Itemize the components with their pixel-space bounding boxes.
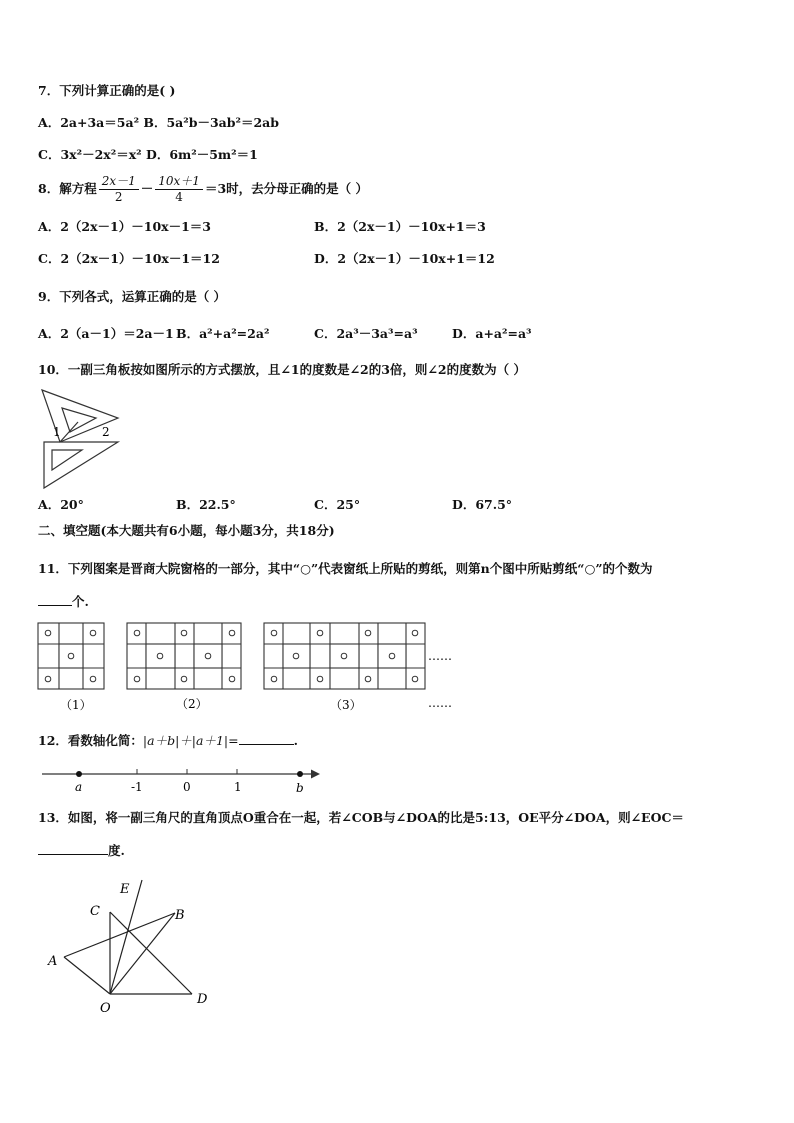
q12-point-a — [76, 771, 82, 777]
q13-seg-OA — [64, 957, 110, 994]
q11-label-2: （2） — [176, 697, 208, 711]
q10-connector-line — [60, 422, 78, 442]
q8-f1-denominator: 2 — [114, 190, 123, 204]
q13-figure — [0, 870, 240, 1020]
q11-stem: 11．下列图案是晋商大院窗格的一部分，其中“○”代表窗纸上所贴的剪纸，则第n个图中所贴剪纸“○”的个数为 — [38, 561, 653, 576]
q13-answer-line — [38, 843, 125, 859]
q13-label-A: A — [48, 954, 58, 969]
q12-number-line — [0, 760, 340, 796]
q7-options-row2: C．3x²－2x²＝x² D．6m²－5m²＝1 — [38, 147, 258, 162]
q10-figure — [38, 384, 128, 494]
q8-prefix: 8．解方程 — [38, 181, 97, 196]
q13-label-O: O — [100, 1001, 111, 1016]
q13-stem: 13．如图，将一副三角尺的直角顶点O重合在一起，若∠COB与∠DOA的比是5:13，OE平分∠DOA，则∠EOC＝ — [38, 810, 684, 825]
q12-tick-a: a — [75, 780, 83, 794]
q12-tick-0: 0 — [183, 780, 191, 794]
q9-stem: 9．下列各式，运算正确的是（ ） — [38, 289, 227, 304]
q11-dots-lower: …… — [428, 696, 452, 710]
q13-tail: 度. — [108, 843, 125, 858]
q7-stem: 7．下列计算正确的是( ) — [38, 83, 176, 98]
q8-option-b: B．2（2x－1）－10x+1＝3 — [314, 219, 486, 234]
q12-tick-1: 1 — [234, 780, 242, 794]
q12-prefix: 12．看数轴化简： — [38, 733, 143, 748]
q10-option-a: A．20° — [38, 497, 84, 512]
q13-label-B: B — [175, 908, 185, 923]
q12-tick-neg1: -1 — [131, 780, 143, 794]
q7-options-row1: A．2a+3a＝5a² B．5a²b－3ab²＝2ab — [38, 115, 280, 130]
q13-label-E: E — [120, 882, 130, 897]
q8-fraction-1 — [99, 174, 139, 205]
q10-option-c: C．25° — [314, 497, 361, 512]
q8-suffix: ＝3时，去分母正确的是（ ） — [204, 181, 369, 196]
q8-fraction-2 — [155, 174, 203, 205]
q13-label-D: D — [197, 992, 208, 1007]
q11-label-1: （1） — [60, 698, 92, 712]
q11-answer-blank[interactable] — [38, 605, 72, 606]
q9-option-a: A．2（a－1）＝2a－1 — [38, 326, 174, 341]
q11-tail: 个. — [72, 594, 89, 609]
q11-figures — [0, 615, 470, 715]
q13-seg-BO — [110, 913, 175, 994]
q10-option-b: B．22.5° — [176, 497, 236, 512]
q13-answer-blank[interactable] — [38, 854, 108, 855]
q8-minus: － — [140, 181, 154, 196]
section-2-heading: 二、填空题(本大题共有6小题，每小题3分，共18分) — [38, 523, 335, 538]
q9-option-b: B．a²+a²=2a² — [176, 326, 270, 341]
q12-answer-blank[interactable] — [239, 744, 294, 745]
q10-triangle-lower — [44, 442, 118, 488]
q10-option-d: D．67.5° — [452, 497, 513, 512]
q10-angle-1-label: 1 — [53, 425, 61, 439]
q9-option-d: D．a+a²=a³ — [452, 326, 532, 341]
q8-f2-denominator: 4 — [175, 190, 183, 204]
q12-expression: |a＋b|＋|a＋1|= — [142, 733, 239, 748]
q12-point-b — [297, 771, 303, 777]
q10-triangle-upper-inner — [62, 408, 96, 432]
q13-label-C: C — [90, 904, 100, 919]
q9-option-c: C．2a³－3a³=a³ — [314, 326, 418, 341]
q11-dots-upper: …… — [428, 649, 452, 663]
q8-option-c: C．2（2x－1）－10x－1＝12 — [38, 251, 220, 266]
q8-option-a: A．2（2x－1）－10x－1＝3 — [38, 219, 211, 234]
q10-angle-2-label: 2 — [102, 425, 110, 439]
q13-seg-CD — [110, 912, 192, 994]
q8-f1-numerator: 2x－1 — [99, 174, 139, 190]
q10-stem: 10．一副三角板按如图所示的方式摆放，且∠1的度数是∠2的3倍，则∠2的度数为（ ） — [38, 362, 526, 377]
q8-option-d: D．2（2x－1）－10x+1＝12 — [314, 251, 495, 266]
q11-answer-line — [38, 594, 89, 610]
q8-f2-numerator: 10x＋1 — [155, 174, 203, 190]
q13-seg-AB — [64, 913, 175, 957]
q8-stem — [38, 172, 368, 206]
q11-label-3: （3） — [330, 698, 362, 712]
q12-tick-b: b — [296, 781, 304, 795]
q12-stem — [38, 733, 298, 749]
q12-tail: . — [293, 733, 298, 748]
